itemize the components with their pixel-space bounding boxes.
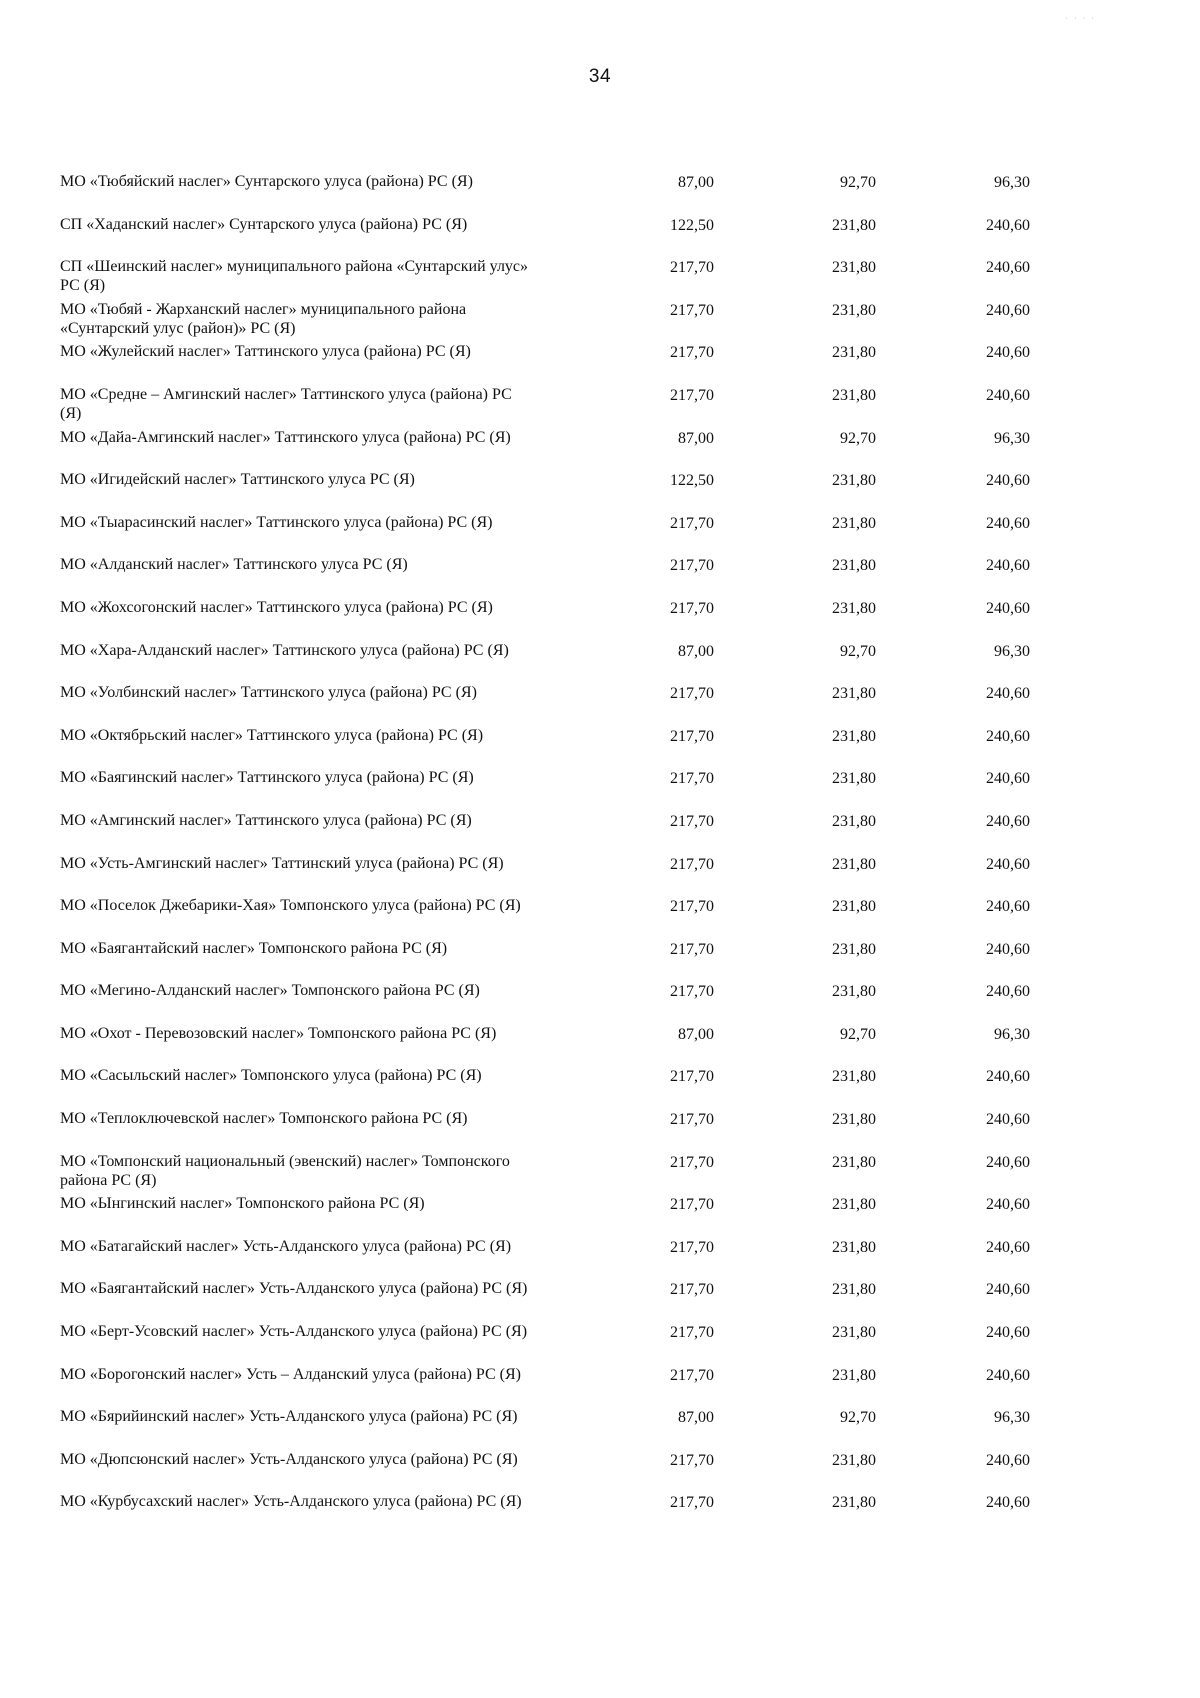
- tariff-value-2: 92,70: [840, 642, 876, 660]
- tariff-value-2: 231,80: [832, 599, 876, 617]
- tariff-value-3: 240,60: [986, 472, 1030, 490]
- tariff-value-3: 240,60: [986, 983, 1030, 1001]
- tariff-value-1: 217,70: [670, 1068, 714, 1086]
- tariff-value-1: 217,70: [670, 770, 714, 788]
- table-row: [60, 385, 1030, 428]
- tariff-value-1: 217,70: [670, 1324, 714, 1342]
- table-row: [60, 172, 1030, 215]
- municipality-name: МО «Жохсогонский наслег» Таттинского улуса (района) РС (Я): [60, 598, 493, 616]
- table-row: [60, 513, 1030, 556]
- municipality-name: МО «Дюпсюнский наслег» Усть-Алданского улуса (района) РС (Я): [60, 1450, 518, 1468]
- tariff-value-1: 217,70: [670, 1111, 714, 1129]
- municipality-name: МО «Усть-Амгинский наслег» Таттинский улуса (района) РС (Я): [60, 854, 504, 872]
- tariff-value-3: 240,60: [986, 685, 1030, 703]
- tariff-value-3: 240,60: [986, 1494, 1030, 1512]
- tariff-value-3: 240,60: [986, 940, 1030, 958]
- municipality-name: МО «Теплоключевской наслег» Томпонского района РС (Я): [60, 1110, 468, 1128]
- tariff-value-2: 231,80: [832, 727, 876, 745]
- table-row: [60, 1237, 1030, 1280]
- municipality-name: МО «Сасыльский наслег» Томпонского улуса (района) РС (Я): [60, 1067, 482, 1085]
- municipality-name: МО «Тюбяйский наслег» Сунтарского улуса (района) РС (Я): [60, 173, 473, 190]
- table-row: [60, 300, 1030, 343]
- tariff-value-3: 240,60: [986, 301, 1030, 319]
- municipality-name: МО «Охот - Перевозовский наслег» Томпонского района РС (Я): [60, 1024, 497, 1042]
- table-row: [60, 1407, 1030, 1450]
- tariff-value-1: 217,70: [670, 344, 714, 362]
- table-row: [60, 854, 1030, 897]
- tariff-value-1: 217,70: [670, 1238, 714, 1256]
- tariff-value-1: 217,70: [670, 1196, 714, 1214]
- municipality-name: МО «Курбусахский наслег» Усть-Алданского улуса (района) РС (Я): [60, 1493, 522, 1511]
- tariff-value-2: 231,80: [832, 1494, 876, 1512]
- tariff-value-1: 217,70: [670, 940, 714, 958]
- tariff-value-2: 92,70: [840, 1409, 876, 1427]
- table-row: [60, 1066, 1030, 1109]
- tariff-value-2: 231,80: [832, 1281, 876, 1299]
- tariff-value-2: 231,80: [832, 472, 876, 490]
- municipality-name: МО «Батагайский наслег» Усть-Алданского улуса (района) РС (Я): [60, 1237, 512, 1255]
- municipality-name: МО «Хара-Алданский наслег» Таттинского улуса (района) РС (Я): [60, 641, 509, 659]
- tariff-value-1: 217,70: [670, 812, 714, 830]
- tariff-value-2: 231,80: [832, 812, 876, 830]
- municipality-name: МО «Тюбяй - Жарханский наслег» муниципального района «Сунтарский улус (район)» РС (Я): [60, 300, 467, 337]
- tariff-value-2: 92,70: [840, 429, 876, 447]
- municipality-name: СП «Шеинский наслег» муниципального района «Сунтарский улус» РС (Я): [60, 258, 529, 295]
- tariff-value-1: 87,00: [678, 174, 714, 191]
- municipality-name: МО «Средне – Амгинский наслег» Таттинского улуса (района) РС (Я): [60, 385, 512, 422]
- tariff-value-2: 231,80: [832, 1366, 876, 1384]
- tariff-value-1: 87,00: [678, 1409, 714, 1427]
- municipality-name: МО «Дайа-Амгинский наслег» Таттинского улуса (района) РС (Я): [60, 428, 511, 446]
- tariff-value-2: 231,80: [832, 983, 876, 1001]
- tariff-value-2: 231,80: [832, 855, 876, 873]
- tariff-value-2: 231,80: [832, 770, 876, 788]
- table-row: [60, 1322, 1030, 1365]
- table-row: [60, 1152, 1030, 1195]
- table-row: [60, 555, 1030, 598]
- tariff-value-1: 217,70: [670, 1494, 714, 1512]
- tariff-table: [60, 172, 1030, 1535]
- tariff-value-3: 240,60: [986, 216, 1030, 234]
- table-row: [60, 215, 1030, 258]
- tariff-value-3: 240,60: [986, 1366, 1030, 1384]
- table-row: [60, 768, 1030, 811]
- tariff-value-2: 231,80: [832, 898, 876, 916]
- tariff-value-1: 87,00: [678, 429, 714, 447]
- table-row: [60, 1492, 1030, 1535]
- municipality-name: МО «Берт-Усовский наслег» Усть-Алданского улуса (района) РС (Я): [60, 1323, 528, 1341]
- table-row: [60, 257, 1030, 300]
- municipality-name: МО «Ынгинский наслег» Томпонского района РС (Я): [60, 1195, 425, 1213]
- tariff-value-3: 96,30: [994, 174, 1030, 191]
- tariff-value-1: 217,70: [670, 1366, 714, 1384]
- table-row: [60, 342, 1030, 385]
- table-row: [60, 683, 1030, 726]
- tariff-value-2: 231,80: [832, 301, 876, 319]
- municipality-name: МО «Октябрьский наслег» Таттинского улуса (района) РС (Я): [60, 726, 484, 744]
- municipality-name: МО «Жулейский наслег» Таттинского улуса (района) РС (Я): [60, 343, 471, 361]
- municipality-name: МО «Поселок Джебарики-Хая» Томпонского улуса (района) РС (Я): [60, 897, 521, 915]
- tariff-value-3: 240,60: [986, 514, 1030, 532]
- tariff-value-3: 240,60: [986, 557, 1030, 575]
- tariff-value-3: 240,60: [986, 770, 1030, 788]
- table-row: [60, 939, 1030, 982]
- municipality-name: МО «Баягинский наслег» Таттинского улуса (района) РС (Я): [60, 769, 474, 787]
- tariff-value-2: 231,80: [832, 386, 876, 404]
- tariff-value-1: 87,00: [678, 642, 714, 660]
- tariff-value-1: 217,70: [670, 685, 714, 703]
- tariff-value-2: 231,80: [832, 1153, 876, 1171]
- tariff-value-3: 240,60: [986, 1281, 1030, 1299]
- tariff-value-1: 217,70: [670, 301, 714, 319]
- tariff-value-1: 217,70: [670, 259, 714, 277]
- tariff-value-3: 240,60: [986, 1111, 1030, 1129]
- tariff-value-2: 231,80: [832, 259, 876, 277]
- page-number: 34: [588, 66, 612, 87]
- tariff-table-body: [60, 172, 1030, 1535]
- tariff-value-3: 240,60: [986, 898, 1030, 916]
- table-row: [60, 896, 1030, 939]
- tariff-value-2: 231,80: [832, 557, 876, 575]
- table-row: [60, 1024, 1030, 1067]
- municipality-name: МО «Алданский наслег» Таттинского улуса РС (Я): [60, 556, 408, 574]
- tariff-value-3: 240,60: [986, 1153, 1030, 1171]
- municipality-name: МО «Борогонский наслег» Усть – Алданский улуса (района) РС (Я): [60, 1365, 522, 1383]
- table-row: [60, 1194, 1030, 1237]
- tariff-value-1: 217,70: [670, 557, 714, 575]
- municipality-name: МО «Игидейский наслег» Таттинского улуса РС (Я): [60, 471, 415, 489]
- tariff-value-2: 231,80: [832, 685, 876, 703]
- tariff-value-1: 217,70: [670, 386, 714, 404]
- tariff-value-1: 217,70: [670, 1153, 714, 1171]
- tariff-value-3: 240,60: [986, 812, 1030, 830]
- tariff-value-3: 240,60: [986, 1451, 1030, 1469]
- tariff-value-1: 217,70: [670, 1451, 714, 1469]
- municipality-name: МО «Амгинский наслег» Таттинского улуса (района) РС (Я): [60, 811, 472, 829]
- table-row: [60, 811, 1030, 854]
- tariff-value-3: 240,60: [986, 344, 1030, 362]
- tariff-value-2: 231,80: [832, 1324, 876, 1342]
- tariff-value-3: 96,30: [994, 429, 1030, 447]
- tariff-value-1: 217,70: [670, 514, 714, 532]
- table-row: [60, 726, 1030, 769]
- tariff-value-3: 240,60: [986, 1324, 1030, 1342]
- tariff-value-1: 217,70: [670, 983, 714, 1001]
- table-row: [60, 1450, 1030, 1493]
- tariff-value-1: 217,70: [670, 599, 714, 617]
- tariff-value-3: 240,60: [986, 259, 1030, 277]
- tariff-value-2: 231,80: [832, 1196, 876, 1214]
- tariff-value-2: 231,80: [832, 1238, 876, 1256]
- tariff-value-3: 96,30: [994, 1409, 1030, 1427]
- table-row: [60, 1365, 1030, 1408]
- table-row: [60, 1279, 1030, 1322]
- tariff-value-1: 217,70: [670, 898, 714, 916]
- tariff-value-3: 96,30: [994, 642, 1030, 660]
- tariff-value-3: 240,60: [986, 727, 1030, 745]
- tariff-value-2: 231,80: [832, 940, 876, 958]
- municipality-name: МО «Томпонский национальный (эвенский) наслег» Томпонского района РС (Я): [60, 1152, 510, 1189]
- table-row: [60, 428, 1030, 471]
- tariff-value-3: 240,60: [986, 1068, 1030, 1086]
- tariff-value-2: 231,80: [832, 1111, 876, 1129]
- tariff-value-3: 240,60: [986, 855, 1030, 873]
- municipality-name: МО «Уолбинский наслег» Таттинского улуса (района) РС (Я): [60, 684, 477, 702]
- municipality-name: МО «Тыарасинский наслег» Таттинского улуса (района) РС (Я): [60, 513, 493, 531]
- tariff-value-1: 87,00: [678, 1025, 714, 1043]
- table-row: [60, 598, 1030, 641]
- tariff-value-2: 231,80: [832, 1451, 876, 1469]
- scan-corner-mark: · · · ·: [1065, 14, 1096, 23]
- tariff-value-3: 96,30: [994, 1025, 1030, 1043]
- tariff-value-3: 240,60: [986, 1196, 1030, 1214]
- tariff-value-2: 231,80: [832, 344, 876, 362]
- tariff-value-1: 122,50: [670, 216, 714, 234]
- tariff-value-3: 240,60: [986, 599, 1030, 617]
- table-row: [60, 641, 1030, 684]
- table-row: [60, 981, 1030, 1024]
- table-row: [60, 470, 1030, 513]
- municipality-name: МО «Баягантайский наслег» Усть-Алданского улуса (района) РС (Я): [60, 1280, 528, 1298]
- municipality-name: МО «Баягантайский наслег» Томпонского района РС (Я): [60, 939, 448, 957]
- tariff-value-1: 217,70: [670, 855, 714, 873]
- municipality-name: МО «Мегино-Алданский наслег» Томпонского района РС (Я): [60, 982, 480, 1000]
- municipality-name: СП «Хаданский наслег» Сунтарского улуса (района) РС (Я): [60, 215, 468, 233]
- tariff-value-1: 217,70: [670, 1281, 714, 1299]
- table-row: [60, 1109, 1030, 1152]
- tariff-value-1: 122,50: [670, 472, 714, 490]
- tariff-value-2: 92,70: [840, 1025, 876, 1043]
- tariff-value-2: 231,80: [832, 1068, 876, 1086]
- tariff-value-1: 217,70: [670, 727, 714, 745]
- tariff-value-2: 231,80: [832, 216, 876, 234]
- municipality-name: МО «Бярийинский наслег» Усть-Алданского улуса (района) РС (Я): [60, 1408, 518, 1426]
- tariff-value-2: 231,80: [832, 514, 876, 532]
- tariff-value-3: 240,60: [986, 386, 1030, 404]
- tariff-value-3: 240,60: [986, 1238, 1030, 1256]
- tariff-value-2: 92,70: [840, 174, 876, 191]
